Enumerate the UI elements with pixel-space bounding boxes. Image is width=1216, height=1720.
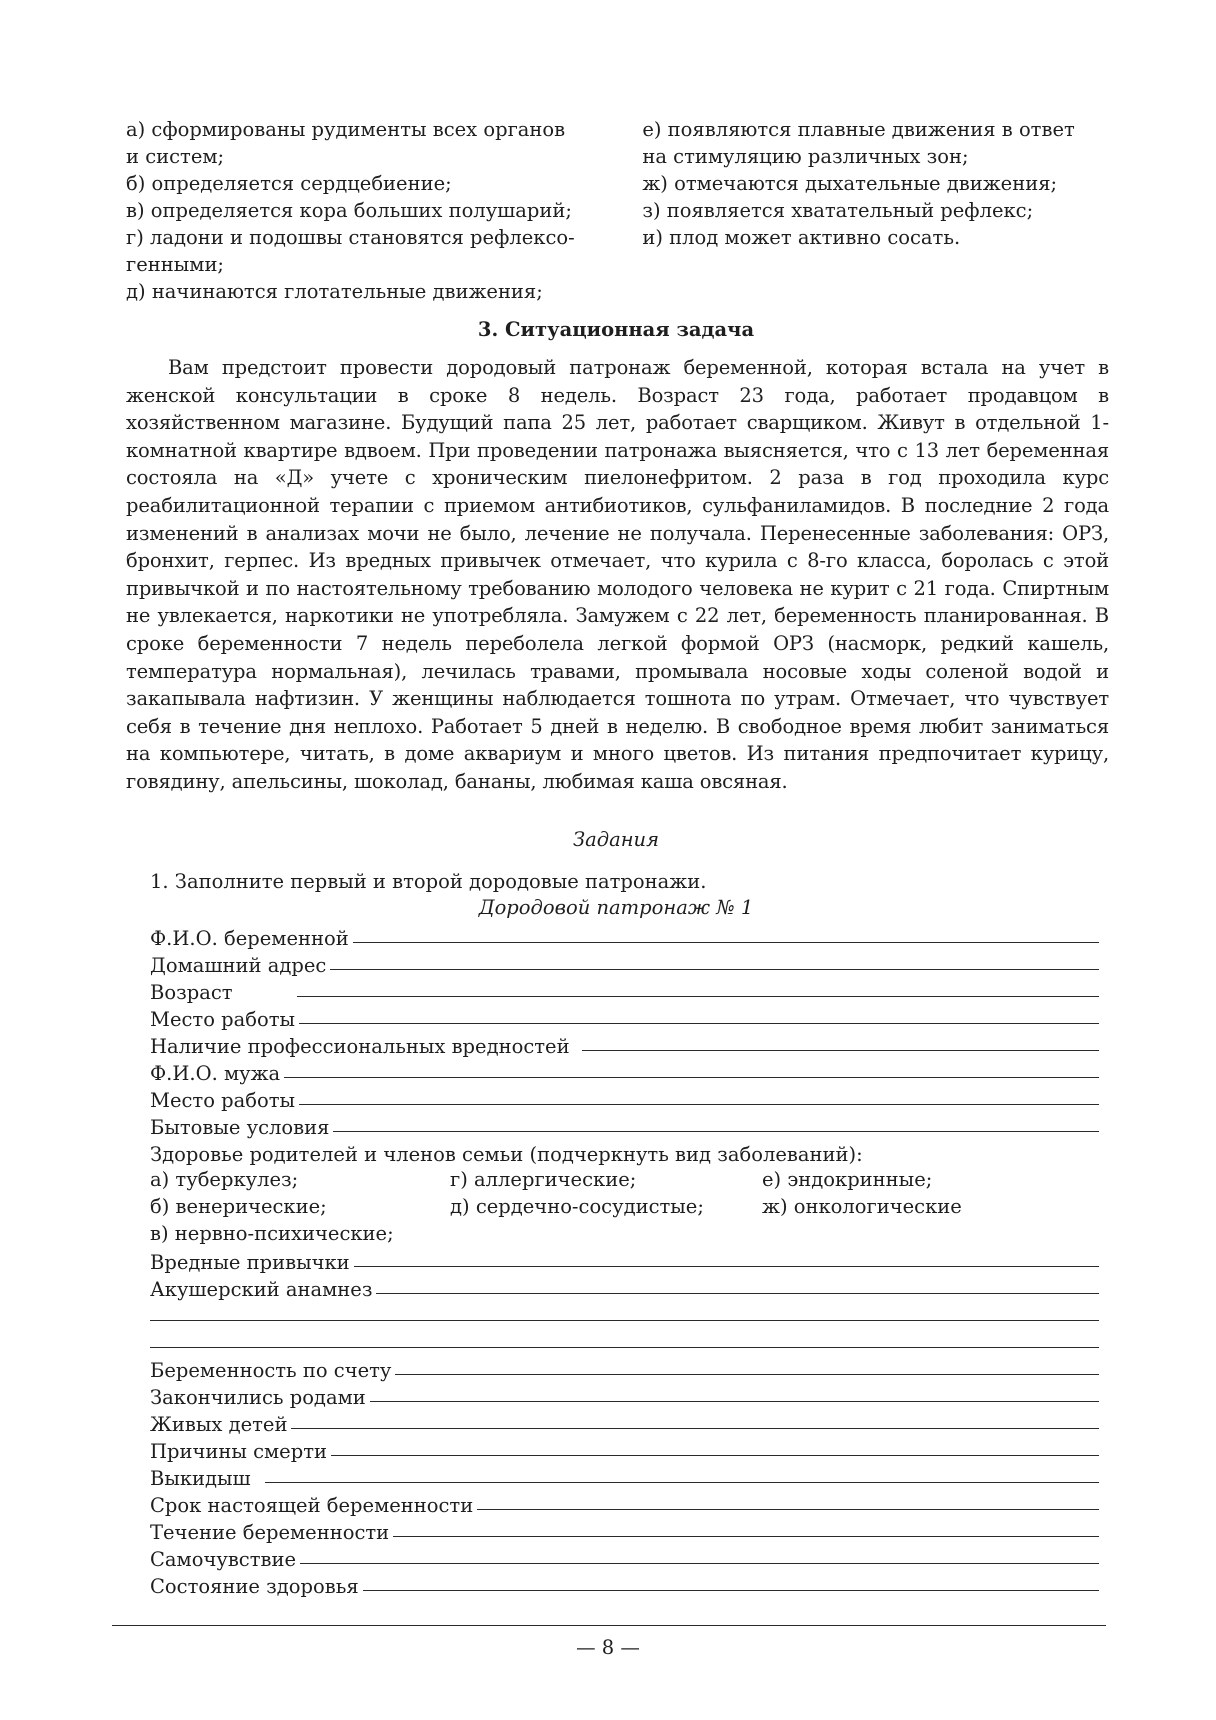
option-line: г) ладони и подошвы становятся рефлексо- xyxy=(126,226,575,249)
family-health-label: Здоровье родителей и членов семьи (подчеркнуть вид заболеваний): xyxy=(150,1143,863,1166)
option-line: з) появляется хватательный рефлекс; xyxy=(642,199,1034,222)
form-field xyxy=(150,1247,1099,1274)
field-label: Место работы xyxy=(150,1008,296,1031)
form-field xyxy=(150,1409,1099,1436)
field-label: Акушерский анамнез xyxy=(150,1278,373,1301)
option-line: б) определяется сердцебиение; xyxy=(126,172,452,195)
form-field xyxy=(150,1274,1099,1301)
form-field xyxy=(150,1436,1099,1463)
field-label: Ф.И.О. беременной xyxy=(150,927,349,950)
field-label: Самочувствие xyxy=(150,1548,297,1571)
options-right-column xyxy=(642,116,1106,305)
field-label: Ф.И.О. мужа xyxy=(150,1062,281,1085)
fill-in-line[interactable] xyxy=(299,1023,1099,1024)
disease-option[interactable]: в) нервно-психические; xyxy=(150,1222,394,1245)
fill-in-line[interactable] xyxy=(300,1563,1099,1564)
fill-in-line[interactable] xyxy=(376,1293,1099,1294)
option-line: д) начинаются глотательные движения; xyxy=(126,280,543,303)
fill-in-line[interactable] xyxy=(299,1104,1099,1105)
form-field xyxy=(150,1031,1099,1058)
form-field xyxy=(150,1355,1099,1382)
option-line: на стимуляцию различных зон; xyxy=(642,145,969,168)
form-blank-row xyxy=(150,1301,1099,1328)
form-field xyxy=(150,1571,1099,1598)
option-line: а) сформированы рудименты всех органов xyxy=(126,118,566,141)
field-label: Наличие профессиональных вредностей xyxy=(150,1035,570,1058)
field-label: Возраст xyxy=(150,981,233,1004)
fill-in-line[interactable] xyxy=(393,1536,1099,1537)
option-line: е) появляются плавные движения в ответ xyxy=(642,118,1075,141)
disease-option[interactable]: г) аллергические; xyxy=(450,1168,637,1191)
field-label: Закончились родами xyxy=(150,1386,366,1409)
fill-in-line[interactable] xyxy=(370,1401,1099,1402)
field-label: Домашний адрес xyxy=(150,954,327,977)
fill-in-line[interactable] xyxy=(477,1509,1099,1510)
answer-options-list xyxy=(126,116,1106,305)
fill-in-line[interactable] xyxy=(363,1590,1099,1591)
family-health-label-row xyxy=(150,1139,1099,1166)
fill-in-line[interactable] xyxy=(284,1077,1099,1078)
fill-in-line[interactable] xyxy=(291,1428,1099,1429)
form-field xyxy=(150,1382,1099,1409)
options-left-column xyxy=(126,116,614,305)
fill-in-line[interactable] xyxy=(265,1482,1099,1483)
form-blank-row xyxy=(150,1328,1099,1355)
form-field xyxy=(150,1544,1099,1571)
field-label: Бытовые условия xyxy=(150,1116,330,1139)
form-field xyxy=(150,1463,1099,1490)
option-line: и) плод может активно сосать. xyxy=(642,226,961,249)
fill-in-line[interactable] xyxy=(582,1050,1099,1051)
form-field xyxy=(150,1517,1099,1544)
fill-in-line[interactable] xyxy=(330,969,1099,970)
field-label: Живых детей xyxy=(150,1413,288,1436)
fill-in-line[interactable] xyxy=(354,1266,1099,1267)
field-label: Выкидыш xyxy=(150,1467,251,1490)
footer-divider xyxy=(112,1625,1106,1626)
form-field xyxy=(150,950,1099,977)
form-field xyxy=(150,1085,1099,1112)
option-line: в) определяется кора больших полушарий; xyxy=(126,199,572,222)
patronage-form xyxy=(150,923,1099,1598)
field-label: Беременность по счету xyxy=(150,1359,392,1382)
fill-in-line[interactable] xyxy=(331,1455,1099,1456)
fill-in-line[interactable] xyxy=(395,1374,1099,1375)
disease-option[interactable]: а) туберкулез; xyxy=(150,1168,299,1191)
field-label: Состояние здоровья xyxy=(150,1575,359,1598)
field-label: Течение беременности xyxy=(150,1521,390,1544)
field-label: Причины смерти xyxy=(150,1440,327,1463)
page-number: — 8 — xyxy=(576,1636,640,1659)
fill-in-line[interactable] xyxy=(297,996,1099,997)
form-field xyxy=(150,1112,1099,1139)
disease-option[interactable]: д) сердечно-сосудистые; xyxy=(450,1195,704,1218)
task-item: 1. Заполните первый и второй дородовые патронажи. xyxy=(150,870,707,893)
form-field xyxy=(150,923,1099,950)
fill-in-line[interactable] xyxy=(150,1320,1099,1321)
disease-option[interactable]: е) эндокринные; xyxy=(762,1168,933,1191)
option-line: ж) отмечаются дыхательные движения; xyxy=(642,172,1058,195)
disease-option[interactable]: ж) онкологические xyxy=(762,1195,962,1218)
option-line: генными; xyxy=(126,253,225,276)
fill-in-line[interactable] xyxy=(150,1347,1099,1348)
tasks-title: Задания xyxy=(572,828,660,851)
field-label: Срок настоящей беременности xyxy=(150,1494,474,1517)
form-field xyxy=(150,1490,1099,1517)
disease-option[interactable]: б) венерические; xyxy=(150,1195,327,1218)
form-field xyxy=(150,977,1099,1004)
fill-in-line[interactable] xyxy=(353,942,1099,943)
form-field xyxy=(150,1058,1099,1085)
form-title: Дородовой патронаж № 1 xyxy=(478,896,754,919)
field-label: Вредные привычки xyxy=(150,1251,350,1274)
fill-in-line[interactable] xyxy=(333,1131,1099,1132)
option-line: и систем; xyxy=(126,145,225,168)
situation-paragraph: Вам предстоит провести дородовый патронаж беременной, которая встала на учет в женской консультации в сроке 8 недель. Возраст 23 года, работает продавцом в хозяйственном магазине. Будущий папа 25 лет, работает сварщиком. Живут в отдельной 1-комнатной квартире вдвоем. При проведении патронажа выясняется, что с 13 лет беременная состояла на «Д» учете с хроническим пиелонефритом. 2 раза в год проходила курс реабилитационной терапии с приемом антибиотиков, сульфаниламидов. В последние 2 года изменений в анализах мочи не было, лечение не получала. Перенесенные заболевания: ОРЗ, бронхит, герпес. Из вредных привычек отмечает, что курила с 8-го класса, боролась с этой привычкой и по настоятельному требованию молодого человека не курит с 21 года. Спиртным не увлекается, наркотики не употребляла. Замужем с 22 лет, беременность планированная. В сроке беременности 7 недель переболела легкой формой ОРЗ (насморк, редкий кашель, температура нормальная), лечилась травами, промывала носовые ходы соленой водой и закапывала нафтизин. У женщины наблюдается тошнота по утрам. Отмечает, что чувствует себя в течение дня неплохо. Работает 5 дней в неделю. В свободное время любит заниматься на компьютере, читать, в доме аквариум и много цветов. Из питания предпочитает курицу, говядину, апельсины, шоколад, бананы, любимая каша овсяная. xyxy=(126,356,1109,793)
field-label: Место работы xyxy=(150,1089,296,1112)
form-field xyxy=(150,1004,1099,1031)
section-heading: 3. Ситуационная задача xyxy=(477,318,755,341)
disease-options xyxy=(150,1166,1099,1247)
